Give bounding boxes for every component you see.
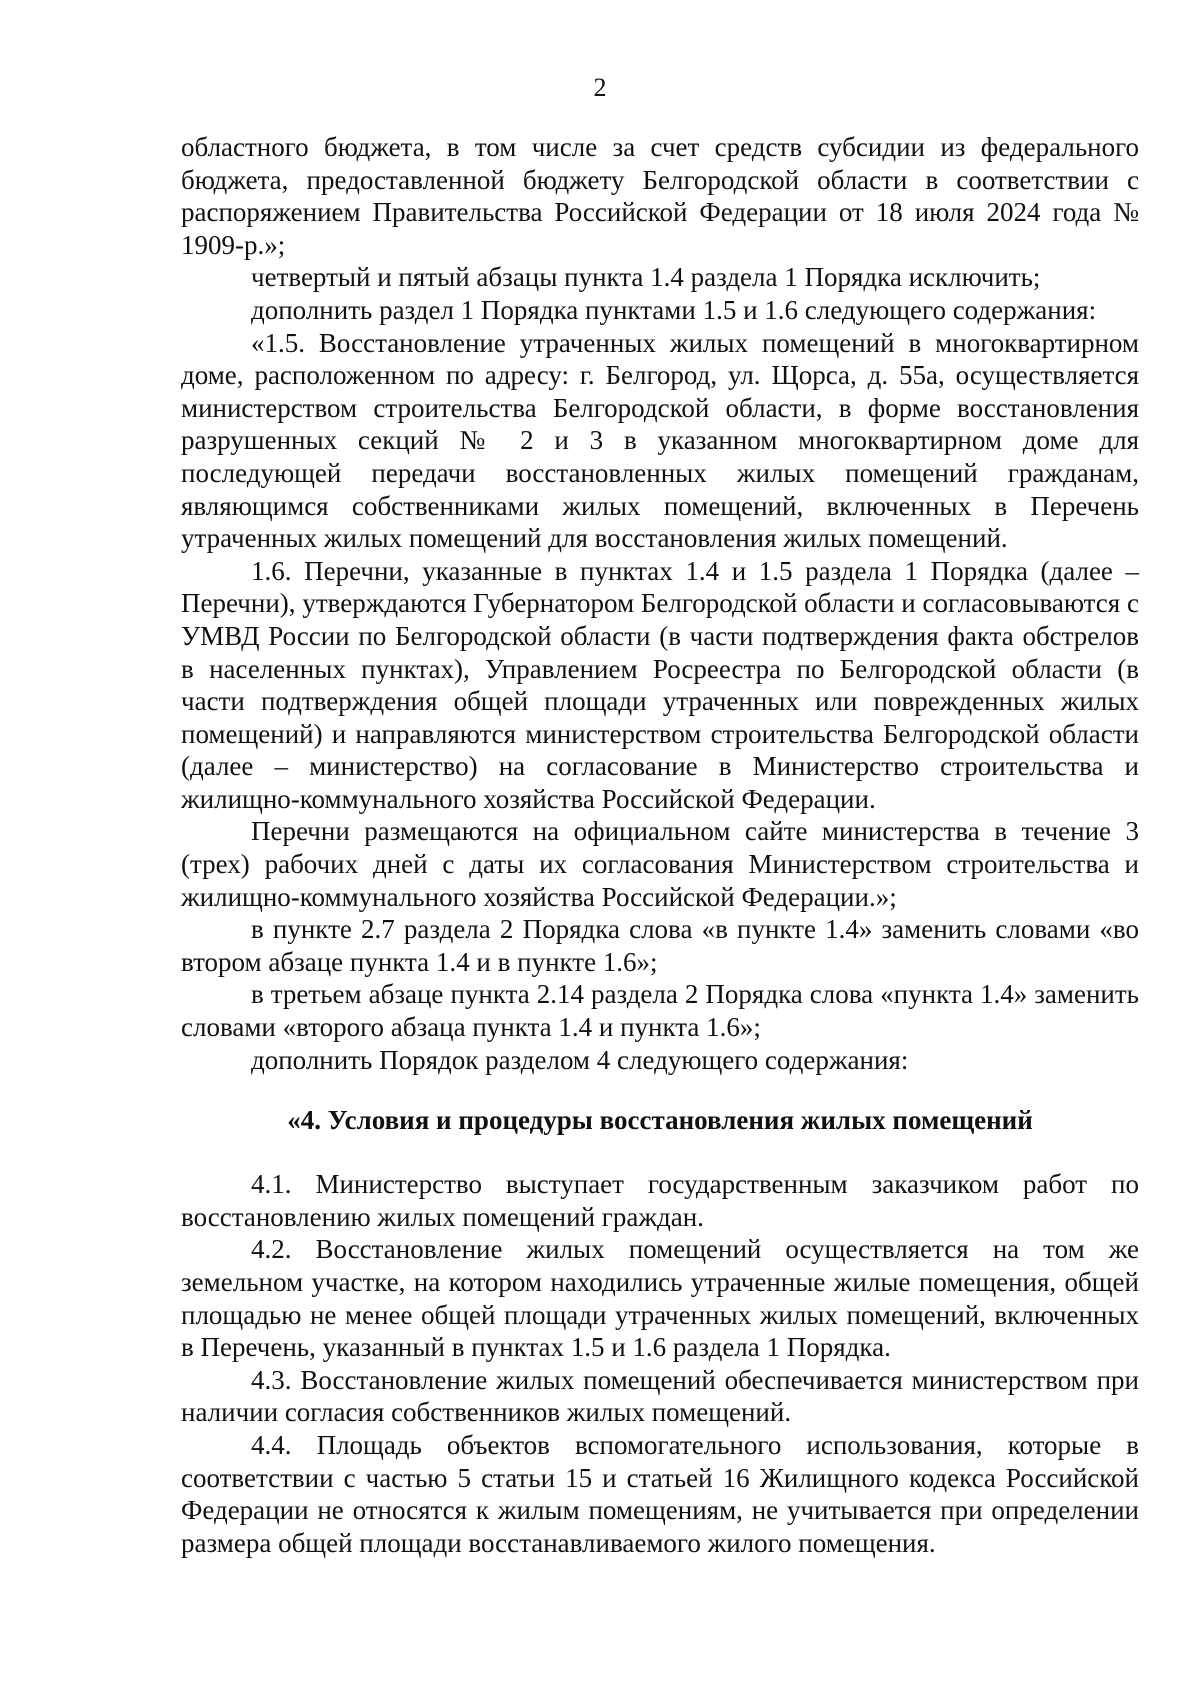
- paragraph-amendment-1: четвертый и пятый абзацы пункта 1.4 раздела 1 Порядка исключить;: [251, 262, 1041, 293]
- paragraph-add-section-4: дополнить Порядок разделом 4 следующего содержания:: [251, 1044, 909, 1075]
- page-number: 2: [593, 73, 607, 102]
- paragraph-clause-4-4: 4.4. Площадь объектов вспомогательного использования, которые в соответствии с частью 5 статьи 15 и статьей 16 Жилищного кодекса Российской Федерации не относятся к жилым помещениям, не учитывается при определении размера общей площади восстанавливаемого жилого помещения.: [181, 1429, 1139, 1558]
- paragraph-amendment-2: дополнить раздел 1 Порядка пунктами 1.5 и 1.6 следующего содержания:: [251, 294, 1097, 325]
- paragraph-clause-1-6: 1.6. Перечни, указанные в пунктах 1.4 и 1.5 раздела 1 Порядка (далее – Перечни), утверждаются Губернатором Белгородской области и согласовываются с УМВД России по Белгородской области (в части подтверждения факта обстрелов в населенных пунктах), Управлением Росреестра по Белгородской области (в части подтверждения общей площади утраченных или поврежденных жилых помещений) и направляются министерством строительства Белгородской области (далее – министерство) на согласование в Министерство строительства и жилищно-коммунального хозяйства Российской Федерации.: [181, 555, 1139, 814]
- paragraph-clause-4-3: 4.3. Восстановление жилых помещений обеспечивается министерством при наличии согласия собственников жилых помещений.: [181, 1364, 1139, 1428]
- paragraph-clause-4-2: 4.2. Восстановление жилых помещений осуществляется на том же земельном участке, на котором находились утраченные жилые помещения, общей площадью не менее общей площади утраченных жилых помещений, включенных в Перечень, указанный в пунктах 1.5 и 1.6 раздела 1 Порядка.: [181, 1234, 1139, 1363]
- paragraph-clause-4-1: 4.1. Министерство выступает государственным заказчиком работ по восстановлению жилых помещений граждан.: [181, 1169, 1139, 1232]
- paragraph-lists-publication: Перечни размещаются на официальном сайте министерства в течение 3 (трех) рабочих дней с даты их согласования Министерством строительства и жилищно-коммунального хозяйства Российской Федерации.»;: [181, 816, 1139, 912]
- paragraph-continuation: областного бюджета, в том числе за счет средств субсидии из федерального бюджета, предоставленной бюджету Белгородской области в соответствии с распоряжением Правительства Российской Федерации от 18 июля 2024 года № 1909-р.»;: [181, 132, 1139, 260]
- paragraph-clause-1-5: «1.5. Восстановление утраченных жилых помещений в многоквартирном доме, расположенном по адресу: г. Белгород, ул. Щорса, д. 55а, осуществляется министерством строительства Белгородской области, в форме восстановления разрушенных секций № 2 и 3 в указанном многоквартирном доме для последующей передачи восстановленных жилых помещений гражданам, являющимся собственниками жилых помещений, включенных в Перечень утраченных жилых помещений для восстановления жилых помещений.: [181, 327, 1139, 554]
- paragraph-amendment-2-14: в третьем абзаце пункта 2.14 раздела 2 Порядка слова «пункта 1.4» заменить словами «второго абзаца пункта 1.4 и пункта 1.6»;: [181, 979, 1139, 1043]
- section-heading: «4. Условия и процедуры восстановления жилых помещений: [287, 1105, 1033, 1136]
- document-body: [181, 131, 1139, 1559]
- paragraph-amendment-2-7: в пункте 2.7 раздела 2 Порядка слова «в пункте 1.4» заменить словами «во втором абзаце пункта 1.4 и в пункте 1.6»;: [181, 914, 1139, 977]
